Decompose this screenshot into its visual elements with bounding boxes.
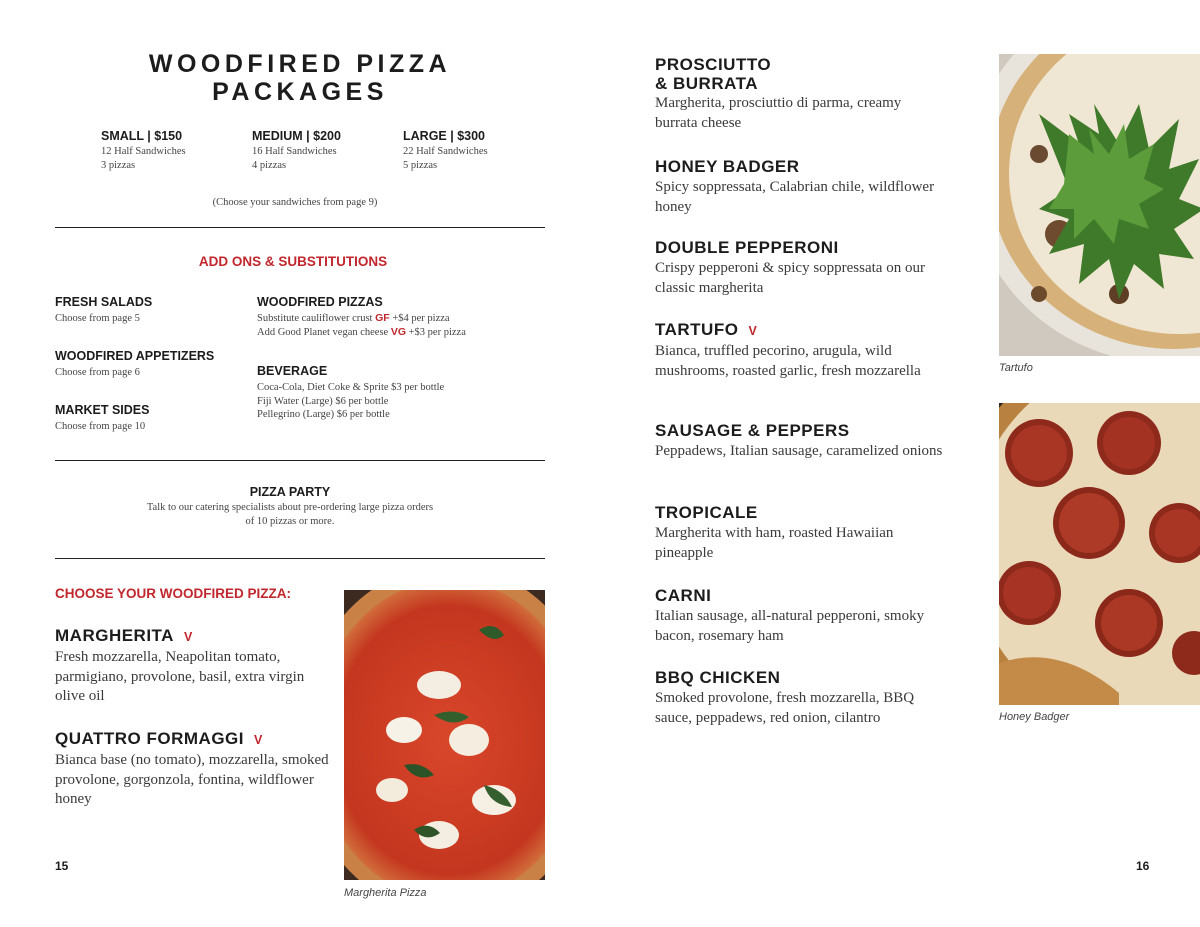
- honey-badger-pizza-photo: [999, 403, 1200, 705]
- page-title: WOODFIRED PIZZA PACKAGES: [148, 50, 452, 106]
- addon-line: Choose from page 5: [55, 313, 140, 324]
- addon-label: FRESH SALADS: [55, 295, 153, 309]
- addon-label: WOODFIRED APPETIZERS: [55, 349, 215, 363]
- package-line: 12 Half Sandwiches: [101, 146, 186, 157]
- party-label: PIZZA PARTY: [249, 485, 331, 499]
- pizza-description: Peppadews, Italian sausage, caramelized onions: [655, 443, 943, 459]
- pizza-description: Smoked provolone, fresh mozzarella, BBQ sauce, peppadews, red onion, cilantro: [655, 690, 915, 726]
- package-label: SMALL | $150: [101, 129, 183, 143]
- pizza-name: MARGHERITA V: [55, 626, 193, 645]
- photo-caption: Margherita Pizza: [344, 887, 427, 899]
- package-small: [101, 129, 251, 172]
- addon-fresh-salads: [55, 295, 152, 326]
- addon-line: Pellegrino (Large) $6 per bottle: [257, 409, 390, 420]
- addon-line: Substitute cauliflower crust GF +$4 per pizza: [257, 312, 450, 324]
- party-line: of 10 pizzas or more.: [245, 515, 335, 527]
- pizza-prosciutto-burrata: [655, 55, 945, 133]
- pizza-name: CARNI: [655, 586, 712, 605]
- addon-line: Fiji Water (Large) $6 per bottle: [257, 395, 389, 407]
- pizza-sausage-peppers: [655, 421, 945, 462]
- pizza-name: BBQ CHICKEN: [655, 668, 781, 687]
- addon-beverage: [257, 364, 444, 422]
- pizza-description: Italian sausage, all-natural pepperoni, smoky bacon, rosemary ham: [655, 608, 925, 644]
- pizza-description: Bianca, truffled pecorino, arugula, wild mushrooms, roasted garlic, fresh mozzarella: [655, 343, 921, 379]
- package-medium: [252, 129, 402, 172]
- pizza-name: DOUBLE PEPPERONI: [655, 238, 839, 257]
- addon-label: MARKET SIDES: [55, 403, 150, 417]
- package-line: 4 pizzas: [252, 159, 287, 171]
- pizza-double-pepperoni: [655, 238, 945, 298]
- photo-caption: Honey Badger: [999, 711, 1070, 723]
- pizza-bbq-chicken: [655, 668, 945, 728]
- pizza-name: SAUSAGE & PEPPERS: [655, 421, 850, 440]
- page-number: 15: [55, 859, 69, 873]
- package-line: 3 pizzas: [101, 159, 136, 171]
- pizza-name: HONEY BADGER: [655, 157, 800, 176]
- pizza-tartufo: [655, 320, 925, 381]
- addon-woodfired-pizzas: [257, 295, 466, 339]
- pizza-description: Margherita, prosciuttio di parma, creamy burrata cheese: [655, 95, 902, 131]
- vegetarian-tag: V: [254, 733, 263, 747]
- gluten-free-tag: GF: [375, 312, 390, 324]
- margherita-pizza-photo: [344, 590, 545, 880]
- divider: [55, 227, 545, 228]
- pizza-tropicale: [655, 503, 945, 563]
- package-label: MEDIUM | $200: [252, 129, 341, 143]
- pizza-carni: [655, 586, 945, 646]
- addons-heading: ADD ONS & SUBSTITUTIONS: [198, 254, 388, 269]
- addon-line: Coca-Cola, Diet Coke & Sprite $3 per bottle: [257, 382, 445, 393]
- pizza-description: Bianca base (no tomato), mozzarella, smoked provolone, gorgonzola, fontina, wildflower honey: [55, 752, 329, 807]
- pizza-honey-badger: [655, 157, 945, 217]
- pizza-quattro-formaggi: [55, 729, 330, 810]
- package-label: LARGE | $300: [403, 129, 486, 143]
- pizza-name: TROPICALE: [655, 503, 758, 522]
- tartufo-pizza-photo: [999, 54, 1200, 356]
- package-line: 5 pizzas: [403, 159, 438, 171]
- pizza-margherita: [55, 626, 330, 707]
- pizza-description: Crispy pepperoni & spicy soppressata on our classic margherita: [655, 260, 925, 296]
- addon-label: BEVERAGE: [257, 364, 328, 378]
- divider: [55, 558, 545, 559]
- pizza-description: Margherita with ham, roasted Hawaiian pineapple: [655, 525, 894, 561]
- addon-line: Add Good Planet vegan cheese VG +$3 per pizza: [257, 325, 466, 338]
- pizza-name: QUATTRO FORMAGGI V: [55, 729, 263, 748]
- addon-market-sides: [55, 403, 149, 434]
- addon-label: WOODFIRED PIZZAS: [257, 295, 383, 309]
- addon-line: Choose from page 6: [55, 367, 140, 378]
- pizza-name: PROSCIUTTO: [655, 55, 772, 74]
- package-line: 16 Half Sandwiches: [252, 146, 337, 157]
- pizza-name: TARTUFO V: [655, 320, 758, 339]
- addon-line: Choose from page 10: [55, 421, 146, 432]
- choose-pizza-heading: CHOOSE YOUR WOODFIRED PIZZA:: [55, 586, 292, 601]
- sandwich-note: (Choose your sandwiches from page 9): [212, 197, 378, 208]
- page-number: 16: [1136, 859, 1150, 873]
- divider: [55, 460, 545, 461]
- pizza-description: Fresh mozzarella, Neapolitan tomato, parmigiano, provolone, basil, extra virgin olive oil: [55, 649, 305, 704]
- package-line: 22 Half Sandwiches: [403, 146, 488, 157]
- vegetarian-tag: V: [183, 630, 193, 644]
- package-large: [403, 129, 553, 172]
- pizza-name: & BURRATA: [655, 74, 759, 93]
- addon-woodfired-appetizers: [55, 349, 214, 380]
- party-line: Talk to our catering specialists about pre-ordering large pizza orders: [146, 502, 434, 513]
- photo-caption: Tartufo: [999, 362, 1033, 374]
- vegan-tag: VG: [390, 325, 407, 338]
- pizza-party: [55, 485, 525, 528]
- vegetarian-tag: V: [748, 324, 758, 338]
- pizza-description: Spicy soppressata, Calabrian chile, wildflower honey: [655, 179, 935, 215]
